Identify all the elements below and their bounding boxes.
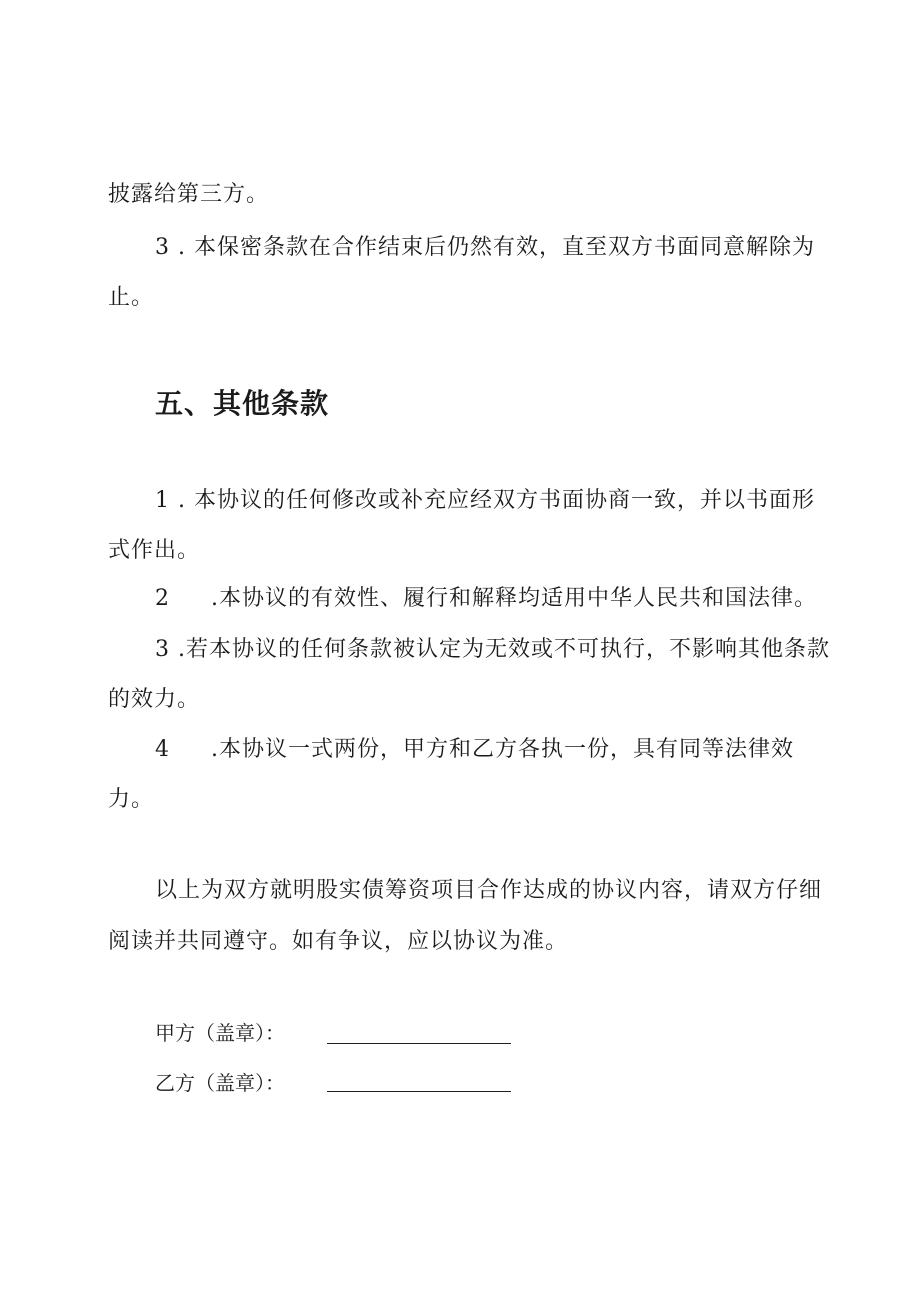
clause-5-4-continuation: 力。 — [108, 787, 155, 812]
party-a-signature-line[interactable] — [327, 1043, 511, 1044]
closing-line-2: 阅读并共同遵守。如有争议，应以协议为准。 — [108, 929, 569, 954]
clause-text: .本协议一式两份，甲方和乙方各执一份，具有同等法律效 — [211, 737, 794, 762]
clause-5-1-continuation: 式作出。 — [108, 538, 201, 563]
party-a-signature-label: 甲方（盖章）： — [155, 1021, 285, 1045]
clause-number: 3 — [155, 235, 170, 260]
clause-text: .本协议的有效性、履行和解释均适用中华人民共和国法律。 — [211, 586, 817, 611]
closing-line-1: 以上为双方就明股实债筹资项目合作达成的协议内容，请双方仔细 — [155, 878, 823, 903]
party-b-signature-line[interactable] — [327, 1091, 511, 1092]
clause-text: . 本保密条款在合作结束后仍然有效，直至双方书面同意解除为 — [178, 235, 815, 260]
party-b-signature-label: 乙方（盖章）： — [155, 1071, 285, 1095]
clause-number: 4 — [155, 737, 170, 762]
section-heading: 五、其他条款 — [155, 387, 330, 420]
clause-5-2 — [155, 584, 817, 614]
clause-text: .若本协议的任何条款被认定为无效或不可执行，不影响其他条款 — [178, 637, 830, 662]
clause-text: . 本协议的任何修改或补充应经双方书面协商一致，并以书面形 — [178, 488, 815, 513]
clause-4-3 — [155, 233, 815, 263]
clause-4-3-continuation: 止。 — [108, 285, 155, 310]
clause-number: 2 — [155, 586, 170, 611]
clause-5-3-continuation: 的效力。 — [108, 687, 201, 712]
clause-number: 3 — [155, 637, 170, 662]
clause-5-4 — [155, 735, 794, 765]
clause-number: 1 — [155, 488, 170, 513]
clause-5-1 — [155, 486, 815, 516]
clause-5-3 — [155, 635, 830, 665]
paragraph-line: 披露给第三方。 — [108, 182, 270, 207]
